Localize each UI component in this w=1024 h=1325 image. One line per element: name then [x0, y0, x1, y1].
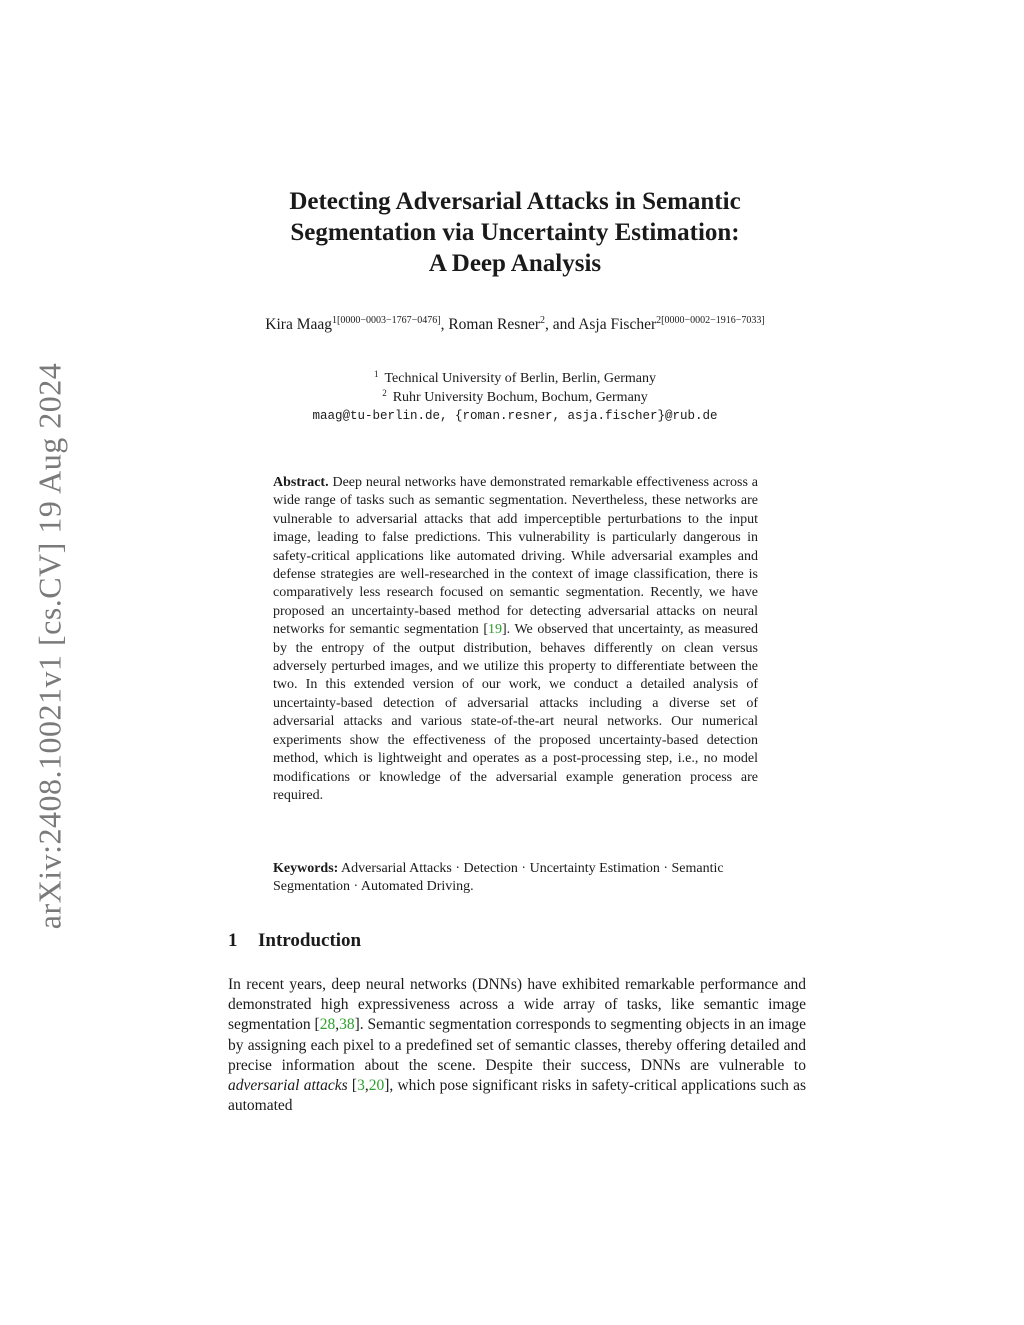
title-line: Detecting Adversarial Attacks in Semantic — [289, 188, 741, 215]
abstract — [273, 474, 758, 805]
citation-link[interactable]: 20 — [368, 1077, 385, 1095]
abstract-label: Abstract. — [273, 475, 329, 490]
author-name: Roman Resner — [448, 316, 541, 333]
abstract-text: ]. We observed that uncertainty, as measured by the entropy of the output distribution, behaves differently on clean versus adversely perturbed images, and we utilize this property to differentiate between the two. In this extended version of our work, we conduct a detailed analysis of uncertainty-based detection of adversarial attacks including a diverse set of adversarial attacks and various state-of-the-art neural networks. Our numerical experiments show the effectiveness of the proposed uncertainty-based detection method, which is lightweight and operates as a post-processing step, i.e., no model modifications or knowledge of the adversarial example generation process are required. — [273, 622, 758, 803]
author-orcid: 1[0000−0003−1767−0476] — [332, 315, 441, 326]
keywords-label: Keywords: — [273, 861, 339, 876]
author-orcid: 2[0000−0002−1916−7033] — [656, 315, 765, 326]
affiliation-line — [230, 370, 800, 389]
introduction-body — [228, 975, 806, 1116]
section-title: Introduction — [258, 930, 362, 951]
body-text: , — [335, 1016, 340, 1034]
author-emails: maag@tu-berlin.de, {roman.resner, asja.fischer}@rub.de — [312, 409, 718, 423]
citation-link[interactable]: 19 — [487, 622, 502, 638]
emphasis-text: adversarial attacks — [228, 1077, 348, 1095]
body-text: In recent years, deep neural networks (DNNs) have exhibited remarkable performance and demonstrated high expressiveness across a wide array of tasks, like semantic image segmentation [ — [228, 976, 806, 1034]
affiliation-line — [230, 389, 800, 408]
affiliation-number: 2 — [382, 387, 387, 398]
author-separator: , and — [545, 316, 579, 333]
keywords-text: Adversarial Attacks · Detection · Uncertainty Estimation · Semantic Segmentation · Automated Driving. — [273, 861, 724, 895]
affiliation-number: 1 — [373, 369, 379, 379]
citation-link[interactable]: 28 — [319, 1016, 336, 1034]
paragraph — [228, 975, 806, 1116]
section-heading — [228, 930, 361, 952]
author-affil-mark: 2 — [540, 315, 546, 326]
citation-link[interactable]: 3 — [357, 1077, 365, 1095]
citation-link[interactable]: 38 — [339, 1016, 355, 1034]
paper-title — [200, 186, 830, 279]
arxiv-sidebar-stamp — [32, 350, 68, 942]
keywords — [273, 860, 758, 897]
author-separator: , — [440, 316, 449, 333]
affiliations — [230, 370, 800, 426]
author-name: Kira Maag — [265, 316, 332, 333]
body-text: ]. Semantic segmentation corresponds to segmenting objects in an image by assigning each pixel to a predefined set of semantic classes, thereby offering detailed and precise information about the scene. Despite their success, DNNs are vulnerable to — [228, 1016, 806, 1074]
author-list — [230, 314, 800, 335]
title-line: Segmentation via Uncertainty Estimation: — [290, 219, 740, 246]
body-text: ], which pose significant risks in safety-critical applications such as automated — [228, 1077, 807, 1115]
section-number: 1 — [228, 930, 238, 951]
affiliation-text: Technical University of Berlin, Berlin, Germany — [384, 371, 657, 386]
author-name: Asja Fischer — [578, 316, 657, 333]
body-text: [ — [347, 1077, 358, 1095]
arxiv-identifier: arXiv:2408.10021v1 [cs.CV] 19 Aug 2024 — [31, 362, 68, 930]
abstract-text: Deep neural networks have demonstrated remarkable effectiveness across a wide range of tasks such as semantic segmentation. Nevertheless, these networks are vulnerable to adversarial attacks that add imperceptible perturbations to the input image, leading to false predictions. This vulnerability is particularly dangerous in safety-critical applications like automated driving. While adversarial examples and defense strategies are well-researched in the context of image classification, there is comparatively less research focused on semantic segmentation. Recently, we have proposed an uncertainty-based method for detecting adversarial attacks on neural networks for semantic segmentation [ — [273, 475, 758, 638]
body-text: , — [364, 1077, 369, 1095]
affiliation-text: Ruhr University Bochum, Bochum, Germany — [392, 389, 648, 405]
title-line: A Deep Analysis — [428, 250, 602, 277]
